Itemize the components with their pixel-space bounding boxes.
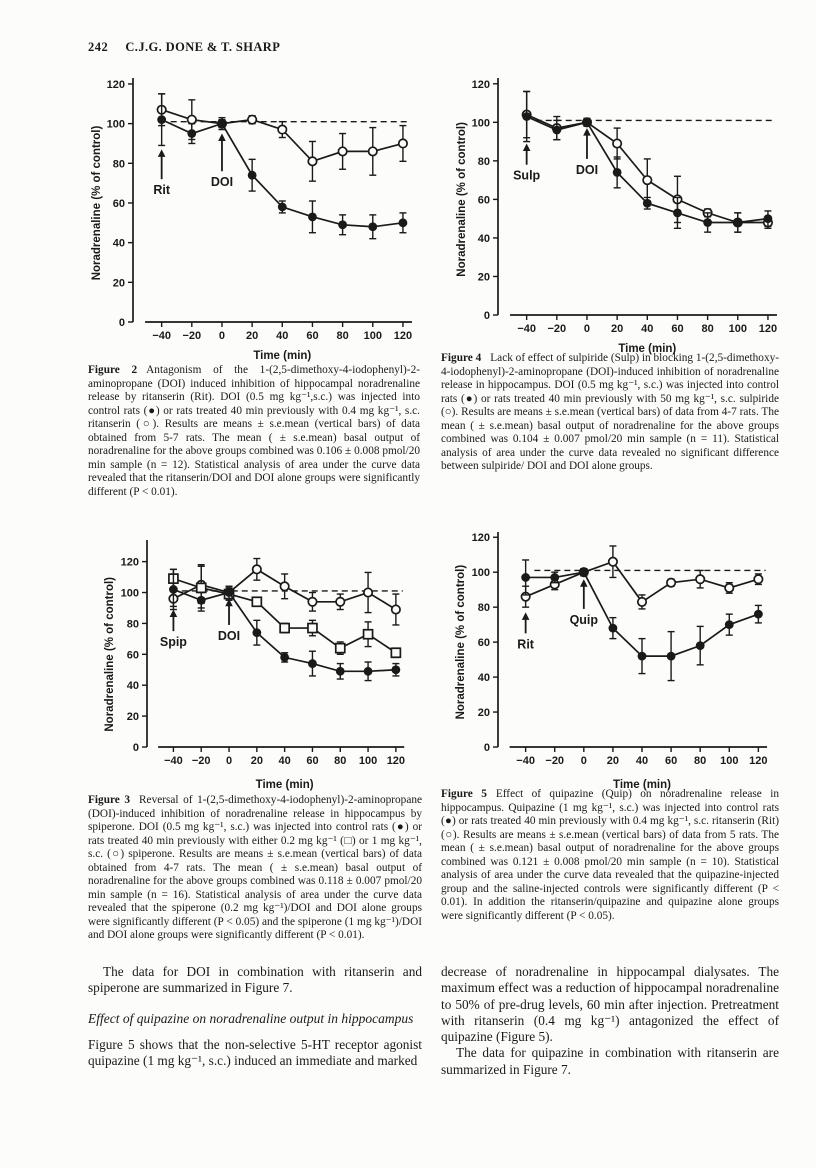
svg-text:20: 20 (126, 711, 139, 724)
svg-text:120: 120 (393, 330, 413, 342)
svg-text:Noradrenaline (% of control): Noradrenaline (% of control) (455, 564, 467, 720)
figure3-chart (101, 536, 417, 795)
svg-text:100: 100 (363, 330, 382, 342)
svg-text:60: 60 (477, 194, 490, 207)
svg-text:Noradrenaline (% of control): Noradrenaline (% of control) (456, 122, 468, 277)
figure3-chart-svg (101, 536, 417, 795)
svg-text:80: 80 (477, 602, 490, 615)
svg-text:Spip: Spip (159, 635, 187, 650)
svg-text:40: 40 (276, 330, 289, 342)
svg-text:Rit: Rit (517, 637, 534, 652)
svg-text:DOI: DOI (575, 162, 599, 177)
svg-text:80: 80 (336, 330, 349, 342)
svg-text:20: 20 (112, 277, 125, 290)
svg-text:DOI: DOI (210, 175, 234, 190)
svg-text:80: 80 (112, 158, 125, 171)
svg-text:100: 100 (728, 323, 747, 335)
figure2-chart-svg (85, 73, 425, 366)
svg-text:Noradrenaline (% of control): Noradrenaline (% of control) (91, 125, 103, 281)
figure5-caption (441, 788, 779, 923)
figure2-caption (88, 364, 420, 499)
svg-text:Rit: Rit (153, 183, 170, 198)
svg-text:60: 60 (477, 637, 490, 650)
svg-text:100: 100 (106, 118, 125, 131)
svg-text:40: 40 (635, 755, 649, 767)
svg-text:80: 80 (334, 755, 347, 767)
svg-text:−20: −20 (547, 323, 567, 335)
svg-text:0: 0 (132, 742, 139, 754)
figure2-caption-label: Figure 2 (88, 364, 138, 376)
svg-text:100: 100 (358, 755, 378, 767)
figure4-caption-label: Figure 4 (441, 352, 482, 364)
svg-text:120: 120 (758, 323, 778, 335)
svg-text:DOI: DOI (217, 628, 241, 643)
svg-text:40: 40 (112, 237, 125, 250)
figure5-chart (450, 528, 780, 795)
svg-text:0: 0 (580, 755, 587, 767)
svg-text:100: 100 (471, 567, 490, 580)
figure4-caption (441, 352, 779, 474)
svg-text:100: 100 (471, 117, 490, 130)
figure4-chart-svg (450, 73, 790, 359)
svg-text:0: 0 (118, 317, 125, 329)
body-right-column (441, 964, 779, 1078)
svg-text:120: 120 (120, 556, 139, 569)
svg-text:−20: −20 (545, 755, 565, 767)
svg-text:Time (min): Time (min) (253, 350, 312, 362)
svg-text:80: 80 (126, 618, 139, 631)
svg-text:0: 0 (483, 742, 490, 754)
svg-text:−40: −40 (517, 323, 536, 335)
svg-text:60: 60 (664, 755, 678, 767)
svg-text:80: 80 (701, 323, 714, 335)
svg-text:Quip: Quip (569, 612, 599, 627)
svg-text:40: 40 (477, 232, 490, 245)
svg-text:40: 40 (126, 680, 139, 693)
svg-text:0: 0 (218, 330, 226, 342)
figure5-chart-svg (450, 528, 780, 795)
svg-text:−20: −20 (182, 330, 202, 342)
page-number: 242 (88, 40, 109, 54)
svg-text:40: 40 (641, 323, 654, 335)
body-paragraph: decrease of noradrenaline in hippocampal dialysates. The maximum effect was a reduction of hippocampal noradrenaline to 50% of pre-drug levels, 60 min after injection. Pretreatment with ritanserin (0.4 mg kg⁻¹) antagonized the effect of quipazine (Figure 5). (441, 964, 779, 1045)
section-heading: Effect of quipazine on noradrenaline output in hippocampus (88, 1010, 414, 1026)
svg-text:−40: −40 (164, 755, 183, 767)
svg-text:Time (min): Time (min) (618, 343, 677, 355)
body-paragraph: The data for DOI in combination with ritanserin and spiperone are summarized in Figure 7. (88, 964, 422, 996)
svg-text:Time (min): Time (min) (255, 779, 314, 791)
figure2-chart (85, 73, 425, 366)
svg-text:120: 120 (106, 78, 125, 91)
svg-text:120: 120 (471, 78, 490, 91)
svg-text:20: 20 (606, 755, 620, 767)
svg-text:100: 100 (720, 755, 739, 767)
svg-text:20: 20 (477, 271, 490, 284)
figure5-caption-text: Effect of quipazine (Quip) on noradrenaline release in hippocampus. Quipazine (1 mg kg⁻¹, s.c.) was injected into control rats (●) or rats treated 40 min previously with 0.4 mg kg⁻¹, s.c. ritanserin (Rit) (○). Results are means ± s.e.mean (vertical bars) of data from 5 rats. The mean ( ± s.e.mean) basal output of noradrenaline for the above groups combined was 0.121 ± 0.008 pmol/20 min sample (n = 10). Statistical analysis of area under the curve data revealed that the quipazine-injected group and the saline-injected controls were significantly different (P < 0.01). In addition the ritanserin/quipazine and quipazine alone groups were significantly different (P < 0.05). (441, 788, 779, 922)
running-header (88, 40, 280, 55)
figure4-caption-text: Lack of effect of sulpiride (Sulp) in blocking 1-(2,5-dimethoxy-4-iodophenyl)-2-aminopropane (DOI)-induced inhibition of noradrenaline release in hippocampus. DOI (0.5 mg kg⁻¹, s.c.) was injected into control rats (●) or rats treated 40 min previously with 50 mg kg⁻¹, s.c. sulpiride (○). Results are means ± s.e.mean (vertical bars) of data from 4-7 rats. The mean ( ± s.e.mean) basal output of noradrenaline for the above groups combined was 0.104 ± 0.007 pmol/20 min sample (n = 11). Statistical analysis of area under the curve data revealed no significant difference between sulpiride/ DOI and DOI alone groups. (441, 352, 780, 472)
svg-text:20: 20 (611, 323, 624, 335)
figure4-chart (450, 73, 790, 359)
running-head-title: C.J.G. DONE & T. SHARP (125, 40, 281, 54)
svg-text:Noradrenaline (% of control): Noradrenaline (% of control) (104, 577, 116, 732)
svg-text:100: 100 (120, 587, 139, 600)
svg-text:60: 60 (306, 330, 319, 342)
body-paragraph: Figure 5 shows that the non-selective 5-HT receptor agonist quipazine (1 mg kg⁻¹, s.c.) induced an immediate and marked (88, 1037, 422, 1069)
svg-text:60: 60 (671, 323, 684, 335)
svg-text:120: 120 (386, 755, 406, 767)
figure5-caption-label: Figure 5 (441, 788, 487, 800)
svg-text:Time (min): Time (min) (613, 779, 671, 791)
figure3-caption-text: Reversal of 1-(2,5-dimethoxy-4-iodophenyl)-2-aminopropane (DOI)-induced inhibition of noradrenaline release in hippocampus by spiperone. DOI (0.5 mg kg⁻¹, s.c.) was injected into control rats (●) or rats treated 40 min previously with either 0.2 mg kg⁻¹ (□) or 1 mg kg⁻¹, s.c. (○) spiperone. Results are means ± s.e.mean (vertical bars) of data obtained from 4-7 rats. The mean ( ± s.e.mean) basal output of noradrenaline for the above groups combined was 0.118 ± 0.007 pmol/20 min sample (n = 16). Statistical analysis of area under the curve data revealed that the spiperone (0.2 mg kg⁻¹)/DOI and DOI alone groups were significantly different (P < 0.05) and the spiperone (1 mg kg⁻¹)/DOI and DOI alone groups were significantly different (P < 0.01). (88, 794, 422, 941)
svg-text:0: 0 (583, 323, 591, 335)
svg-text:20: 20 (477, 707, 490, 720)
svg-text:120: 120 (749, 755, 768, 767)
svg-text:60: 60 (126, 649, 139, 662)
figure2-caption-text: Antagonism of the 1-(2,5-dimethoxy-4-iodophenyl)-2-aminopropane (DOI) induced inhibition of hippocampal noradrenaline release by ritanserin (Rit). DOI (0.5 mg kg⁻¹,s.c.) was injected into control rats (●) or rats treated 40 min previously with 0.4 mg kg⁻¹, s.c. ritanserin (○). Results are means ± s.e.mean (vertical bars) of data obtained from 5-7 rats. The mean ( ± s.e.mean) basal output of noradrenaline for the above groups combined was 0.106 ± 0.008 pmol/20 min sample (n = 12). Statistical analysis of area under the curve data revealed that the ritanserin/DOI and DOI alone groups were significantly different (P < 0.01). (88, 364, 420, 498)
figure3-caption (88, 794, 422, 943)
body-left-column (88, 964, 422, 1070)
svg-text:40: 40 (278, 755, 291, 767)
svg-text:−40: −40 (516, 755, 535, 767)
svg-text:0: 0 (483, 310, 490, 322)
svg-text:120: 120 (471, 532, 490, 545)
svg-text:60: 60 (306, 755, 319, 767)
svg-text:60: 60 (112, 197, 125, 210)
svg-text:20: 20 (246, 330, 259, 342)
svg-text:80: 80 (477, 155, 490, 168)
svg-text:−20: −20 (191, 755, 211, 767)
svg-text:0: 0 (225, 755, 233, 767)
svg-text:−40: −40 (152, 330, 171, 342)
svg-text:40: 40 (477, 672, 490, 685)
svg-text:20: 20 (250, 755, 263, 767)
figure3-caption-label: Figure 3 (88, 794, 131, 806)
svg-text:80: 80 (694, 755, 707, 767)
body-paragraph: The data for quipazine in combination with ritanserin are summarized in Figure 7. (441, 1045, 779, 1077)
svg-text:Sulp: Sulp (513, 168, 541, 183)
